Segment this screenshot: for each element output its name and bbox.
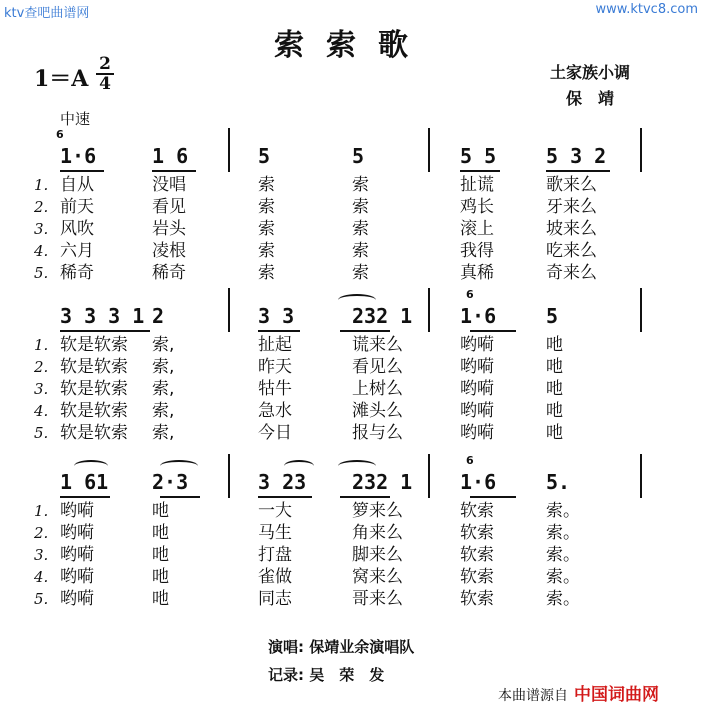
lyric-cell: 哟嗬: [460, 423, 494, 443]
beam-underline: [258, 496, 312, 498]
lyric-cell: 歌来么: [546, 175, 597, 195]
lyric-cell: 软是软索: [60, 335, 128, 355]
recorder-label: 记录:: [268, 666, 304, 684]
lyric-cell: 索,: [152, 401, 175, 421]
verse-number: 5.: [34, 424, 49, 442]
barline: [428, 288, 430, 332]
verse-number: 1.: [34, 336, 49, 354]
song-region: 保靖: [566, 89, 631, 108]
lyric-cell: 马生: [258, 523, 292, 543]
verse-number: 3.: [34, 546, 49, 564]
lyric-cell: 吔: [546, 379, 563, 399]
lyric-cell: 索: [258, 219, 275, 239]
beam-underline: [470, 496, 516, 498]
lyric-cell: 箩来么: [352, 501, 403, 521]
verse-number: 5.: [34, 590, 49, 608]
lyric-cell: 我得: [460, 241, 494, 261]
barline: [428, 454, 430, 498]
lyric-cell: 看见: [152, 197, 186, 217]
lyric-cell: 索: [352, 241, 369, 261]
lyric-cell: 没唱: [152, 175, 186, 195]
lyric-cell: 哟嗬: [460, 379, 494, 399]
lyric-cell: 索,: [152, 379, 175, 399]
lyric-cell: 软索: [460, 545, 494, 565]
lyric-cell: 六月: [60, 241, 94, 261]
lyric-cell: 哟嗬: [60, 567, 94, 587]
beam-underline: [60, 496, 110, 498]
lyric-cell: 急水: [258, 401, 292, 421]
beam-underline: [470, 330, 516, 332]
lyric-cell: 索: [352, 197, 369, 217]
lyric-cell: 哟嗬: [460, 335, 494, 355]
lyric-cell: 坡来么: [546, 219, 597, 239]
source-note: [498, 680, 659, 705]
note-group: 5: [546, 304, 559, 328]
lyric-cell: 索: [352, 219, 369, 239]
lyric-cell: 软是软索: [60, 357, 128, 377]
lyric-cell: 吔: [546, 335, 563, 355]
beam-underline: [160, 496, 200, 498]
grace-note: 6: [466, 288, 474, 301]
beam-underline: [152, 170, 196, 172]
note-group: 5: [352, 144, 365, 168]
source-text: 本曲谱源自: [498, 688, 568, 704]
beam-underline: [60, 170, 104, 172]
lyric-cell: 软索: [460, 501, 494, 521]
barline: [228, 128, 230, 172]
lyric-cell: 风吹: [60, 219, 94, 239]
lyric-cell: 稀奇: [60, 263, 94, 283]
lyric-cell: 哥来么: [352, 589, 403, 609]
lyric-cell: 索,: [152, 357, 175, 377]
verse-number: 3.: [34, 380, 49, 398]
verse-number: 2.: [34, 524, 49, 542]
singer-name: 保靖业余演唱队: [309, 638, 415, 656]
note-group: 1 6: [152, 144, 189, 168]
beam-underline: [60, 330, 150, 332]
lyric-cell: 索: [352, 263, 369, 283]
lyric-cell: 索。: [546, 589, 580, 609]
watermark-left: ktv查吧曲谱网: [4, 6, 90, 21]
lyric-cell: 索: [352, 175, 369, 195]
lyric-cell: 扯起: [258, 335, 292, 355]
barline: [428, 128, 430, 172]
key-signature: 1＝A: [34, 66, 89, 92]
lyric-cell: 哟嗬: [60, 523, 94, 543]
lyric-cell: 前天: [60, 197, 94, 217]
beam-underline: [460, 170, 500, 172]
lyric-cell: 稀奇: [152, 263, 186, 283]
beam-underline: [258, 330, 300, 332]
barline: [640, 454, 642, 498]
lyric-cell: 脚来么: [352, 545, 403, 565]
recorder-credit: [268, 664, 384, 685]
note-group: 2·3: [152, 470, 189, 494]
lyric-cell: 吔: [546, 357, 563, 377]
lyric-cell: 索: [258, 197, 275, 217]
lyric-cell: 报与么: [352, 423, 403, 443]
beam-underline: [340, 330, 390, 332]
barline: [640, 128, 642, 172]
verse-number: 1.: [34, 176, 49, 194]
barline: [640, 288, 642, 332]
lyric-cell: 吔: [152, 501, 169, 521]
lyric-cell: 扯谎: [460, 175, 494, 195]
slur-arc: [160, 460, 198, 472]
note-group: 3 23: [258, 470, 307, 494]
lyric-cell: 自从: [60, 175, 94, 195]
slur-arc: [338, 460, 376, 472]
lyric-cell: 昨天: [258, 357, 292, 377]
note-group: 5 3 2: [546, 144, 607, 168]
source-brand: 中国词曲网: [574, 685, 659, 705]
lyric-cell: 哟嗬: [60, 501, 94, 521]
lyric-cell: 索: [258, 241, 275, 261]
lyric-cell: 吔: [152, 567, 169, 587]
lyric-cell: 吔: [546, 401, 563, 421]
note-group: 5 5: [460, 144, 497, 168]
lyric-cell: 同志: [258, 589, 292, 609]
note-group: 1 61: [60, 470, 109, 494]
lyric-cell: 软索: [460, 589, 494, 609]
beam-underline: [546, 170, 610, 172]
singer-label: 演唱:: [268, 638, 304, 656]
grace-note: 6: [56, 128, 64, 141]
barline: [228, 454, 230, 498]
lyric-cell: 奇来么: [546, 263, 597, 283]
lyric-cell: 吔: [152, 589, 169, 609]
verse-number: 1.: [34, 502, 49, 520]
singer-credit: [268, 636, 414, 657]
verse-number: 2.: [34, 198, 49, 216]
note-group: 5.: [546, 470, 571, 494]
lyric-cell: 索,: [152, 335, 175, 355]
lyric-cell: 索,: [152, 423, 175, 443]
lyric-cell: 滩头么: [352, 401, 403, 421]
lyric-cell: 真稀: [460, 263, 494, 283]
lyric-cell: 窝来么: [352, 567, 403, 587]
lyric-cell: 角来么: [352, 523, 403, 543]
lyric-cell: 牙来么: [546, 197, 597, 217]
lyric-cell: 软是软索: [60, 423, 128, 443]
lyric-cell: 吔: [152, 523, 169, 543]
lyric-cell: 索: [258, 175, 275, 195]
watermark-right: www.ktvc8.com: [595, 2, 698, 17]
lyric-cell: 索。: [546, 523, 580, 543]
lyric-cell: 软索: [460, 523, 494, 543]
note-group: 2: [152, 304, 165, 328]
lyric-cell: 上树么: [352, 379, 403, 399]
lyric-cell: 看见么: [352, 357, 403, 377]
lyric-cell: 吃来么: [546, 241, 597, 261]
lyric-cell: 牯牛: [258, 379, 292, 399]
lyric-cell: 吔: [152, 545, 169, 565]
slur-arc: [74, 460, 108, 472]
verse-number: 4.: [34, 242, 49, 260]
lyric-cell: 打盘: [258, 545, 292, 565]
lyric-cell: 索。: [546, 501, 580, 521]
time-top: 2: [99, 54, 111, 74]
beam-underline: [340, 496, 390, 498]
note-group: 1·6: [60, 144, 97, 168]
lyric-cell: 索。: [546, 567, 580, 587]
verse-number: 5.: [34, 264, 49, 282]
lyric-cell: 凌根: [152, 241, 186, 261]
verse-number: 3.: [34, 220, 49, 238]
verse-number: 2.: [34, 358, 49, 376]
lyric-cell: 雀做: [258, 567, 292, 587]
lyric-cell: 哟嗬: [460, 357, 494, 377]
song-origin: 土家族小调: [550, 63, 631, 82]
barline: [228, 288, 230, 332]
lyric-cell: 哟嗬: [60, 545, 94, 565]
note-group: 1·6: [460, 304, 497, 328]
lyric-cell: 索。: [546, 545, 580, 565]
note-group: 5: [258, 144, 271, 168]
lyric-cell: 索: [258, 263, 275, 283]
note-group: 232 1: [352, 304, 413, 328]
lyric-cell: 哟嗬: [460, 401, 494, 421]
note-group: 3 3 3 1: [60, 304, 145, 328]
lyric-cell: 滚上: [460, 219, 494, 239]
verse-number: 4.: [34, 402, 49, 420]
note-group: 232 1: [352, 470, 413, 494]
verse-number: 4.: [34, 568, 49, 586]
time-signature: [96, 56, 114, 92]
lyric-cell: 软索: [460, 567, 494, 587]
lyric-cell: 一大: [258, 501, 292, 521]
recorder-name: 吴 荣 发: [309, 666, 385, 684]
lyric-cell: 软是软索: [60, 401, 128, 421]
slur-arc: [284, 460, 314, 472]
lyric-cell: 谎来么: [352, 335, 403, 355]
grace-note: 6: [466, 454, 474, 467]
tempo-marking: 中速: [60, 110, 91, 128]
note-group: 1·6: [460, 470, 497, 494]
slur-arc: [338, 294, 376, 306]
lyric-cell: 吔: [546, 423, 563, 443]
lyric-cell: 今日: [258, 423, 292, 443]
note-group: 3 3: [258, 304, 295, 328]
lyric-cell: 岩头: [152, 219, 186, 239]
lyric-cell: 哟嗬: [60, 589, 94, 609]
lyric-cell: 鸡长: [460, 197, 494, 217]
time-bottom: 4: [99, 74, 111, 94]
song-title: 索索歌: [274, 28, 430, 63]
lyric-cell: 软是软索: [60, 379, 128, 399]
